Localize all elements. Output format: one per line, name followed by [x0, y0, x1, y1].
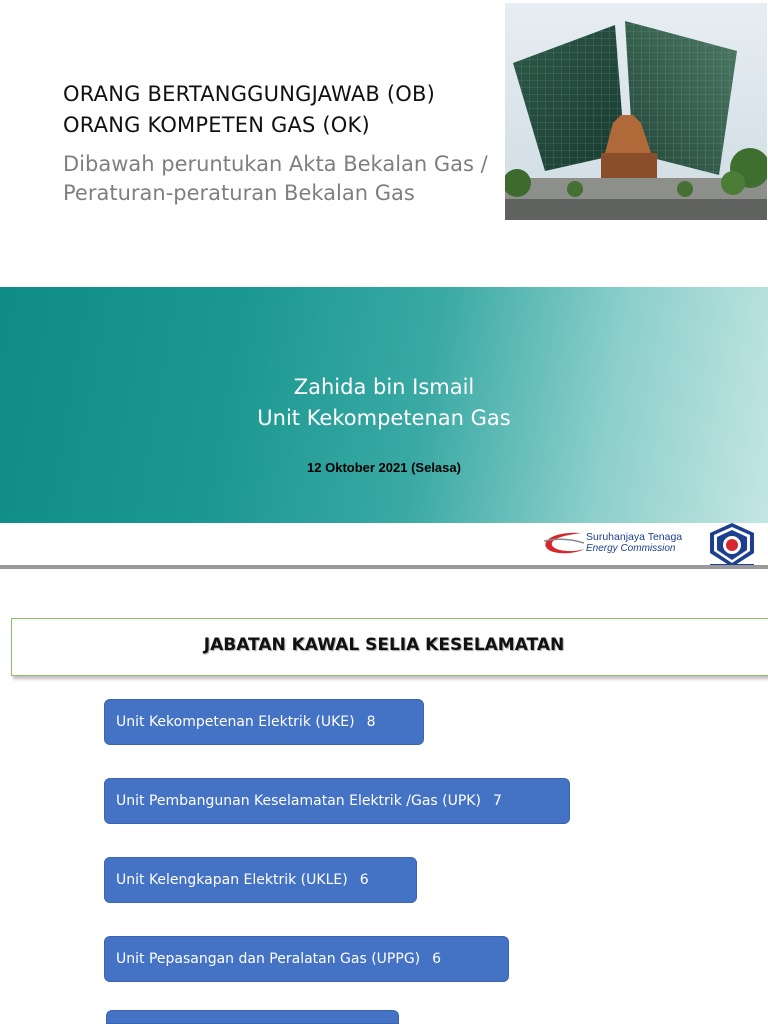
unit-label: Unit Kekompetenan Elektrik (UKE) — [116, 714, 355, 730]
unit-label: Unit Pembangunan Keselamatan Elektrik /Gas (UPK) — [116, 793, 481, 809]
logo-name-line-1: Suruhanjaya Tenaga — [586, 531, 683, 543]
unit-count: 8 — [366, 714, 376, 730]
unit-count: 7 — [492, 793, 502, 809]
unit-box-uke — [104, 699, 424, 745]
anniversary-emblem-icon — [704, 521, 760, 565]
unit-box-upk — [104, 778, 570, 824]
unit-box-uppg — [104, 936, 509, 982]
unit-label: Unit Kelengkapan Elektrik (UKLE) — [116, 872, 348, 888]
presentation-date: 12 Oktober 2021 (Selasa) — [307, 460, 461, 475]
department-title: JABATAN KAWAL SELIA KESELAMATAN — [203, 635, 565, 655]
unit-box-partial — [106, 1010, 399, 1024]
logo-name-line-2: Energy Commission — [586, 543, 676, 554]
unit-count: 6 — [359, 872, 369, 888]
slide-title-line-2: ORANG KOMPETEN GAS (OK) — [63, 113, 370, 137]
presenter-unit: Unit Kekompetenan Gas — [257, 406, 511, 430]
slide-title-line-1: ORANG BERTANGGUNGJAWAB (OB) — [63, 82, 436, 106]
building-photo — [505, 3, 767, 220]
unit-label: Unit Pepasangan dan Peralatan Gas (UPPG) — [116, 951, 421, 967]
unit-box-ukle — [104, 857, 417, 903]
title-banner — [0, 287, 768, 523]
unit-count: 6 — [432, 951, 442, 967]
presenter-name: Zahida bin Ismail — [293, 375, 475, 399]
slide-subtitle: Dibawah peruntukan Akta Bekalan Gas / Peraturan-peraturan Bekalan Gas — [63, 152, 488, 205]
